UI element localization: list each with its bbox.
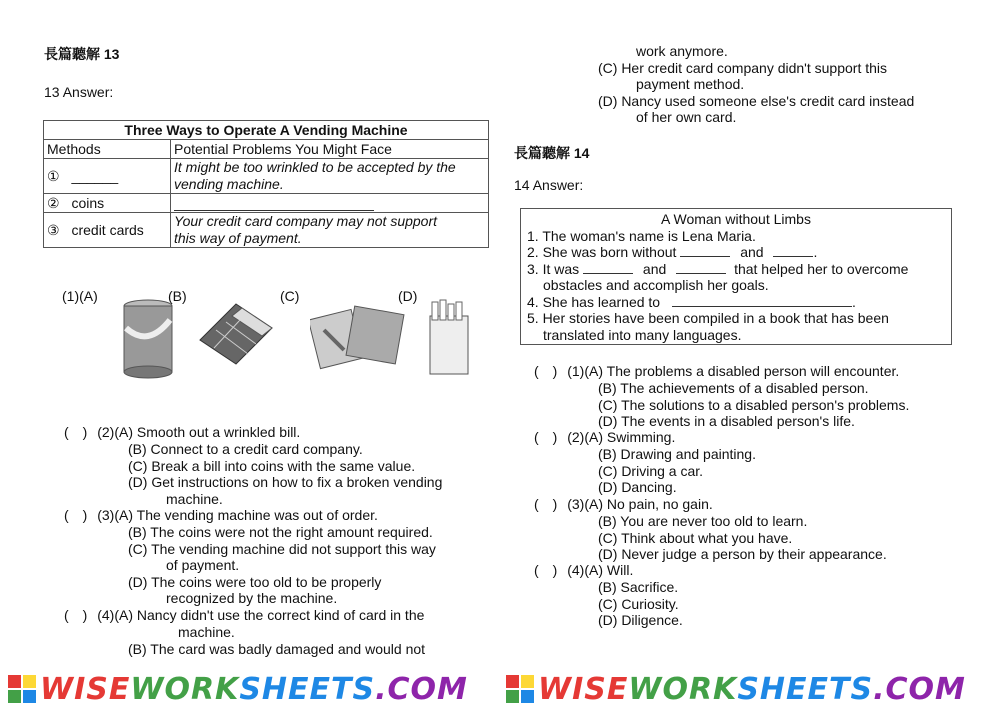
- option: (B) The coins were not the right amount required.: [128, 524, 433, 540]
- question-number: (1): [567, 363, 585, 379]
- fill-blank[interactable]: [676, 273, 726, 274]
- option: (C) The vending machine did not support this way: [128, 540, 436, 557]
- answer-paren[interactable]: ( ): [534, 429, 558, 445]
- chocolate-bar-image[interactable]: [196, 300, 276, 368]
- question-14-2-options: [598, 446, 756, 496]
- option: (A) The problems a disabled person will encounter.: [584, 363, 900, 379]
- fill-blank[interactable]: [672, 306, 852, 307]
- answer-paren[interactable]: ( ): [64, 424, 88, 440]
- wiseworksheets-logo-icon: [8, 675, 36, 703]
- answer-paren[interactable]: ( ): [534, 363, 558, 379]
- question-14-1-options: [598, 380, 909, 430]
- option: machine.: [178, 624, 235, 640]
- table-row: [44, 159, 489, 194]
- option: (D) Diligence.: [598, 612, 683, 628]
- answer-paren[interactable]: ( ): [534, 496, 558, 512]
- option: machine.: [166, 490, 223, 507]
- table-row: [44, 213, 489, 248]
- watermark-text: WISEWORKSHEETS.COM: [40, 672, 468, 707]
- option: (C) The solutions to a disabled person's problems.: [598, 396, 910, 413]
- option: (D) Never judge a person by their appearance.: [598, 546, 887, 562]
- answer-paren[interactable]: ( ): [534, 562, 558, 578]
- question-14-4: [534, 562, 633, 579]
- option: (A) No pain, no gain.: [584, 496, 713, 512]
- option: (D) Dancing.: [598, 479, 677, 495]
- problem-text: vending machine.: [174, 176, 284, 192]
- question-number: (4): [97, 607, 115, 623]
- option: (B) Sacrifice.: [598, 579, 679, 595]
- problem-text: this way of payment.: [174, 230, 302, 246]
- problem-answer-blank[interactable]: [174, 196, 374, 211]
- vending-table: [43, 120, 489, 248]
- question-14-3-options: [598, 513, 887, 563]
- picture-label-c: (C): [280, 288, 300, 304]
- question-14-3: [534, 496, 713, 513]
- heading-14: 長篇聽解 14: [514, 145, 590, 161]
- fill-blank[interactable]: [583, 273, 633, 274]
- cigarette-pack-image[interactable]: [426, 298, 472, 378]
- question-number: (4): [567, 562, 585, 578]
- answer-label-14: 14 Answer:: [514, 177, 584, 193]
- question-13-4-options: [128, 624, 425, 657]
- option: (A) The vending machine was out of order.: [114, 507, 378, 523]
- method-text: coins: [71, 194, 105, 211]
- box-line: 4. She has learned to .: [527, 293, 856, 310]
- question-number: (2): [97, 424, 115, 440]
- option: (A) Nancy didn't use the correct kind of card in the: [114, 607, 425, 623]
- box-line: 2. She was born without and .: [527, 244, 818, 260]
- option: (D) The coins were too old to be properly: [128, 573, 382, 590]
- option: (C) Break a bill into coins with the same value.: [128, 457, 416, 474]
- option: (B) You are never too old to learn.: [598, 513, 808, 529]
- picture-label-a: (1)(A): [62, 288, 98, 304]
- option: (D) Get instructions on how to fix a broken vending: [128, 474, 443, 490]
- method-text: credit cards: [71, 221, 144, 238]
- option: (D) The events in a disabled person's life.: [598, 413, 855, 429]
- fill-blank[interactable]: [773, 256, 813, 257]
- question-number: (3): [97, 507, 115, 523]
- option: recognized by the machine.: [166, 590, 338, 606]
- option: (A) Will.: [584, 562, 634, 578]
- option: (D) Nancy used someone else's credit card instead: [598, 92, 915, 109]
- row-number: ②: [47, 194, 60, 211]
- question-13-3: [64, 507, 378, 524]
- fill-blank[interactable]: [680, 256, 730, 257]
- heading-13: 長篇聽解 13: [44, 46, 120, 62]
- row-number: ①: [47, 167, 60, 184]
- option: (A) Smooth out a wrinkled bill.: [114, 424, 301, 440]
- snack-packs-image[interactable]: [310, 300, 406, 370]
- box-title: A Woman without Limbs: [661, 211, 811, 227]
- option: (C) Her credit card company didn't support this: [598, 59, 888, 76]
- table-row: [44, 194, 489, 213]
- question-13-3-options: [128, 524, 436, 607]
- question-14-4-options: [598, 579, 683, 629]
- picture-label-d: (D): [398, 288, 418, 304]
- option: (C) Driving a car.: [598, 462, 704, 479]
- answer-paren[interactable]: ( ): [64, 507, 88, 523]
- box-line: 1. The woman's name is Lena Maria.: [527, 227, 756, 244]
- table-header-methods: Methods: [44, 140, 171, 159]
- question-13-4: [64, 607, 424, 624]
- answer-paren[interactable]: ( ): [64, 607, 88, 623]
- row-number: ③: [47, 221, 60, 238]
- question-13-2-options: [128, 441, 442, 507]
- option: (C) Think about what you have.: [598, 529, 793, 546]
- continuation-options: [598, 43, 914, 126]
- option: (A) Swimming.: [584, 429, 676, 445]
- question-14-1: [534, 363, 899, 380]
- question-number: (3): [567, 496, 585, 512]
- box-line: 3. It was and that helped her to overcome: [527, 260, 909, 277]
- option: of her own card.: [636, 109, 737, 125]
- watermark-text: WISEWORKSHEETS.COM: [538, 672, 966, 707]
- option: of payment.: [166, 557, 240, 573]
- option: (B) Drawing and painting.: [598, 446, 756, 462]
- option: (B) The achievements of a disabled person.: [598, 380, 869, 396]
- option: (B) The card was badly damaged and would not: [128, 640, 426, 657]
- problem-text: Your credit card company may not support: [174, 213, 438, 229]
- method-blank[interactable]: ______: [71, 167, 119, 184]
- wiseworksheets-logo-icon: [506, 675, 534, 703]
- table-title: Three Ways to Operate A Vending Machine: [44, 121, 489, 140]
- box-line: translated into many languages.: [543, 326, 742, 343]
- question-13-2: [64, 424, 300, 441]
- question-14-2: [534, 429, 675, 446]
- option: work anymore.: [636, 43, 728, 59]
- problem-text: It might be too wrinkled to be accepted by the: [174, 159, 456, 175]
- picture-label-b: (B): [168, 288, 187, 304]
- option: (C) Curiosity.: [598, 595, 679, 612]
- soda-can-image[interactable]: [118, 298, 178, 380]
- question-number: (2): [567, 429, 585, 445]
- box-line: obstacles and accomplish her goals.: [543, 277, 769, 293]
- answer-label-13: 13 Answer:: [44, 84, 114, 100]
- option: payment method.: [636, 76, 745, 92]
- table-header-problems: Potential Problems You Might Face: [171, 140, 489, 159]
- lena-maria-box: [520, 208, 952, 345]
- option: (B) Connect to a credit card company.: [128, 441, 363, 457]
- box-line: 5. Her stories have been compiled in a book that has been: [527, 310, 889, 326]
